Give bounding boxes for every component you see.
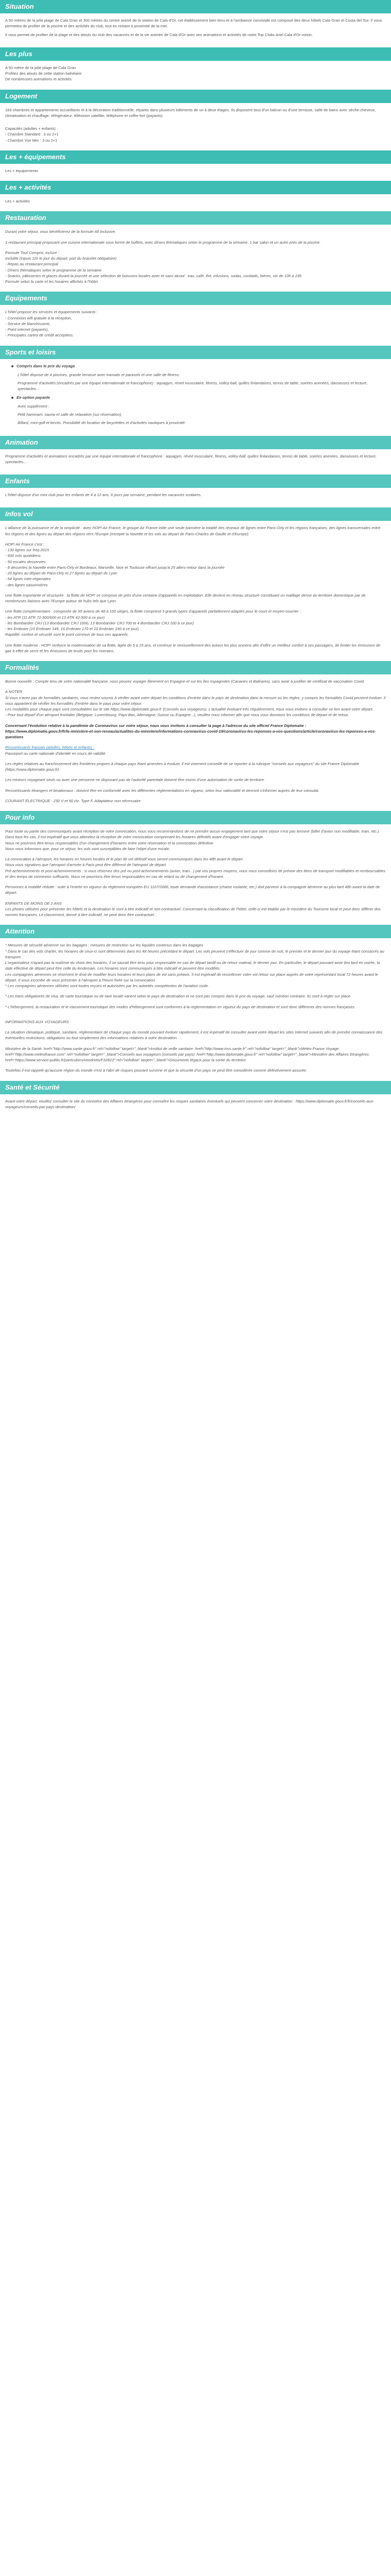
enfants-text: L'hôtel dispose d'un mini club pour les enfants de 4 à 12 ans, 6 jours par semaine, pendant les vacances scolaires. [5, 493, 202, 497]
infos-text: L'alliance de la puissance et de la simplicité : avec HOP! Air France, le groupe Air France initie une seule bannière la totalité des réseaux de lignes entre Paris-Orly et les régions françaises, des lignes transversales entre les régions et des lignes au départ des régions vers l'Europe (excepté la Navette et les vols au départ de Paris-Charles de Gaulle et d'Europe). [5, 526, 381, 536]
infos-text: - 50 escales desservies [5, 559, 46, 564]
pour-info-text: La convocation à l'aéroport, les horaires en heures locales et le plan de vol définitif vous seront communiqués dans les 48h avant le départ. [5, 857, 244, 861]
pour-info-text: ENFANTS DE MOINS DE 2 ANS [5, 901, 62, 906]
pour-info-text: Personnes à mobilité réduite : suite à l'entrée en vigueur du règlement européen EU 1107/2006, toute demande d'assistance (chaise roulante, etc.) doit parvenir à la compagnie aérienne au plus tard 48h avant la date de départ. [5, 885, 380, 895]
section-plus [0, 47, 391, 90]
section-restauration [0, 211, 391, 292]
section-sports [0, 346, 391, 436]
section-sante [0, 1081, 391, 1120]
section-title-infos-vol: Infos vol [0, 507, 391, 521]
equipements-item: - Principales cartes de crédit acceptées. [5, 333, 74, 338]
section-title-restauration: Restauration [0, 211, 391, 225]
infos-text: - 130 lignes sur fréq 2015 [5, 548, 50, 552]
plus-item: A 50 mètre de la jolie plage de Cala Gran [5, 65, 76, 70]
sante-text: Avant votre départ, veuillez consulter le site du ministère des Affaires étrangères pour connaître les risques sanitaires éventuels qui peuvent concerner votre destination : https://www.diplomatie.gouv.fr/fr/conseils-aux-voyageurs/conseils-par-pays-destination/ [5, 1098, 374, 1109]
section-equipements-plus [0, 150, 391, 181]
section-equipements [0, 292, 391, 345]
attention-text: * L'hébergement, la restauration et le classement touristique des modes d'hébergement sont conformes à la réglementation en vigueur du pays de destination et sont donc différents des normes françaises. [5, 1004, 356, 1009]
situation-text: A 50 mètres de la jolie plage de Cala Gran et 300 mètres du centre animé de la station de Cala d'Or, cet établissement bien tenu et à l'ambiance conviviale est composé des deux hôtels Cala Gran et Costa del Sur. Il vous permettra de profiter de la piscine et des activités du club, tout en restant à proximité de la mer. [5, 18, 382, 29]
infos-text: Une flotte complémentaire : composée de 95 avions de 48 à 100 sièges, la flotte comprend 3 grands types d'appareils parfaitement adaptés pour le court et moyen-courrier : [5, 609, 301, 614]
attention-text: L'organisateur n'ayant pas la maîtrise du choix des horaires, il se saurait être tenu pour responsable en cas de départ tardif ou de retour matinal, le dernier jour. En particulier, le départ pouvant avoir lieu tard en soirée, la date effective de départ peut être celle du lendemain. Les horaires sont communiqués à titre indicatif et peuvent être modifiés. [5, 960, 380, 971]
infos-text: - 20 lignes au départ de Paris-Orly et 27 lignes au départ de Lyon [5, 571, 118, 575]
restauration-text: Inclutité (inpuis 11h le jour du départ, port du bracelet obligatoire) [5, 256, 117, 261]
plus-item: Profitez des atouts de cette station balnéaire [5, 71, 82, 76]
restauration-text: 1 restaurant principal proposant une cuisine internationale sous forme de buffets, avec dîners thématiques selon le programme de la semaine. 1 bar salon et un autre près de la piscine. [5, 240, 321, 245]
sports-text: Billard, mini-golf et tennis. Possibilité de location de bicyclettes et d'activités nautiques à proximité. [18, 420, 186, 426]
formalites-link[interactable]: Ressortissants français (adultes, bébés et enfants) : [5, 745, 94, 750]
pour-info-text: Dans tous les cas, il est impératif que vous attendiez la réception de votre convocation comprenant les horaires définitifs avant d'engager votre voyage. [5, 835, 264, 840]
formalites-text: A NOTER [5, 689, 23, 694]
section-title-situation: Situation [0, 0, 391, 13]
restauration-text: Formule Tout Compris, inclure : [5, 250, 59, 255]
sports-text: L'hôtel dispose de 4 piscines, grande terrasse avec transats et parasols et une salle de fitness. [18, 372, 180, 377]
section-attention [0, 925, 391, 1080]
attention-text: Les compagnies aériennes se réservent le droit de modifier leurs horaires et leurs plans de vol sans préavis. Il est impératif de reconfirmer votre vol retour sur place auprès de votre représentant local 72 heures avant le départ. Il vous incombe de vous présenter à l'aéroport à l'heure fixée sur la convocation. [5, 972, 378, 982]
restauration-text: Durant votre séjour, vous bénéficierez de la formule All Inclusive. [5, 229, 116, 234]
equipements-item: - Point internet (payants), [5, 327, 49, 332]
pour-info-text: Nous vous informons que, pour ce séjour, les vols sont susceptibles de faire l'objet d'une escale. [5, 846, 170, 851]
equipements-text: L'hôtel propose les services et équipements suivants : [5, 310, 98, 315]
formalites-link[interactable]: https://www.diplomatie.gouv.fr/fr/le-ministere-et-son-reseau/actualites-du-ministere/informations-coronavirus-covid-19/coronavirus-les-reponses-a-vos-questions/article/coronavirus-les-reponses-a-vos-questions [5, 728, 376, 739]
infos-text: HOP! Air France c'est : [5, 541, 45, 547]
section-activites-plus [0, 181, 391, 211]
infos-text: - 54 lignes inter-régionales [5, 577, 51, 582]
sports-text: Petit hammam, sauna et salle de relaxation (sur réservation), [18, 412, 122, 417]
restauration-text: - Dîners thématiques selon le programme de la semaine [5, 267, 102, 273]
infos-text: - 8 dessertes la Navette entre Paris-Orly et Bordeaux, Marseille, Nice et Toulouse offrant jusqu'à 25 allers-retour dans la journée [5, 565, 225, 570]
formalites-text: Ressortissants étrangers et binationaux : doivent être en conformité avec les différentes réglementations en vigueur, selon leur nationalité et devront s'informer auprès de leur consulat. [5, 788, 319, 793]
section-title-logement: Logement [0, 90, 391, 103]
logement-capacity-item: - Chambre Standard : 3 ou 2+1 [5, 132, 59, 137]
voyageurs-links[interactable]: Ministère de la Santé: href="http://www.sante.gouv.fr" rel="nofollow" target="_blank">Institut de veille sanitaire: href="http://www.invs.sante.fr" rel="nofollow" target="_blank">Météo France Voyage: href="http://www.meteofrance.com" rel="nofollow" target="_blank">Conseils aux voyageurs (conseils par pays): href="http://www.diplomatie.gouv.fr" rel="nofollow" target="_blank">Ministère des Affaires Etrangères: href="https://www.service-public.fr/particuliers/vosdroits/F32822" rel="nofollow" target="_blank">Documents légaux pour la sortie du territoire. [5, 1046, 370, 1062]
infos-text: - les ATR (11 ATR 72-500/600 et 13 ATR 42-500 à ce jour) [5, 615, 105, 620]
activites-plus-text: Les + activités [5, 199, 30, 204]
restauration-text: - Repas au restaurant principal [5, 262, 58, 267]
pour-info-text: Pré-acheminements et post-acheminements : si vous réservez des pré ou post-acheminements (avion, train...) par vos propres moyens, nous vous conseillons de prévoir des titres de transport modifiables et remboursables et des temps de connexion suffisants. Nous ne pourrions être tenus responsables en cas de retard ou de changement d'horaire. [5, 868, 386, 879]
section-situation [0, 0, 391, 47]
pour-info-text: Les photos utilisées pour présenter les hôtels et la destination le sont à titre indicatif et non-contractuel. Concernant la classification de l'hôtel, celle-ci est établie par le ministère du Tourisme local et peut donc différer des normes françaises. Le classement, donné à titre indicatif, ne peut donc être contractuel. [5, 906, 381, 917]
logement-capacity-title: Capacités (adultes + enfants) : [5, 126, 58, 131]
equipements-item: - Connexion wifi gratuite à la réception, [5, 315, 72, 320]
animation-text: Programme d'activités et animations encadrés par une équipe internationale et francophone : aquagym, réveil musculaire, fitness, volley-ball, quilles finlandaises, tennis de table, soirées animées, danseuses et lecture, spectacles... [5, 453, 377, 464]
restauration-text: Formule selon la carte et les horaires affichés à l'hôtel. [5, 279, 99, 284]
section-title-pour-info: Pour info [0, 811, 391, 824]
section-formalites [0, 661, 391, 811]
infos-text: - 600 vols quotidiens [5, 553, 41, 558]
section-title-formalites: Formalités [0, 661, 391, 674]
section-enfants [0, 474, 391, 507]
pour-info-text: Nous vous signalons que l'aéroport d'arrivée à Paris peut être différent de l'aéroport de départ. [5, 862, 167, 868]
infos-text: Rapidité, confort et sécurité sont le point commun de tous ces appareils. [5, 632, 129, 637]
sports-text: Avec supplément : [18, 403, 50, 409]
attention-text: * Les trans obligatoires de visa, de carte touristique ou de taxe locale varient selon le pays de destination et ne sont pas compris dans le prix du voyage, sauf mention contraire. Ils sont à régler sur place. [5, 994, 352, 999]
voyageurs-text: La situation climatique, politique, sanitaire, réglementaire de chaque pays du monde pouvant évoluer rapidement, il est impératif de consulter avant votre départ les sites Internet suivants afin de prendre connaissance des éventuelles restrictions, obligations ou tout simplement des informations relatives à votre destination. [5, 1030, 383, 1041]
sports-subheading [11, 363, 386, 369]
formalites-text: Les modalités pour chaque pays sont consultables sur le site https://www.diplomatie.gouv.fr (Conseils aux voyageurs). L'actualité évoluant très régulièrement, nous vous invitons à consulter ce lien avant votre départ. [5, 707, 373, 711]
formalites-text: - Pour tout départ d'un aéroport frontalier (Belgique, Luxembourg, Pays-Bas, Allemagne, Suisse ou Espagne...), veuillez nous informer afin que nous vous donnions les conditions de départ et de retour. [5, 713, 349, 718]
pour-info-text: Nous ne pourrons être tenus responsables d'un changement d'horaires entre votre réservation et la convocation définitive. [5, 840, 215, 845]
bullet-icon [11, 365, 13, 367]
section-animation [0, 436, 391, 475]
page [0, 0, 391, 1120]
situation-text: Il vous permet de profiter de la plage et des atouts du club des vacances et de la vie animée de Cala d'Or avec ses animations et activités de notre Top Clubs Ariel Cala d'Or-voisin. [5, 32, 313, 37]
infos-text: - les Embraer (15 Embraer 145, 16 Embraer 170 et 10 Embraer 190 à ce jour) [5, 626, 139, 631]
formalites-text: Concernant l'évolution relative à la pandémie de Coronavirus sur votre séjour, nous vous invitons à consulter la page à l'adresse du site officiel France Diplomatie : [5, 723, 306, 728]
sports-sub1-label: Compris dans le prix du voyage [17, 363, 75, 368]
restauration-text: - Snacks, pâtisseries et glaces durant la journée et une sélection de boissons locales avec et sans alcool : eau, café, thé, infusions, sodas, cocktails, bières, vin de 10h à 23h [5, 273, 302, 278]
sports-text: Programme d'activités (encadrés par une équipe internationale et francophone) : aquagym, réveil musculaire, fitness, volley-ball, quilles finlandaises, tennis de table, soirées animées, danseuses et lecture, spectacles... [18, 381, 368, 392]
sports-subheading [11, 395, 386, 400]
infos-text: Une flotte moderne : HOP! renforce la modernisation de sa flotte, âgée de 5 à 15 ans, et continue le renouvellement des avions les plus anciens afin d'offrir un meilleur confort à ses passagers, de limiter les émissions de gaz à effet de serre et les émissions de bruits pour les riverains. [5, 642, 381, 653]
equipements-item: - Service de blanchisserie, [5, 321, 51, 326]
infos-text: Une flotte importante et structurée : la flotte de HOP! se compose de près d'une centaine d'appareils en exploitation. Elle devient en réseau structuré constituant un maillage dense du territoire domestique par de nombreuses liaisons avec l'Europe autour de hubs tels que Lyon. [5, 592, 366, 603]
sports-sub2-label: En option payante [17, 395, 51, 400]
section-infos-vol [0, 507, 391, 661]
section-title-animation: Animation [0, 436, 391, 449]
infos-text: - des lignes saisonnières [5, 582, 48, 587]
formalites-text: Les mineurs voyageant seuls ou avec une personne ne disposant pas de l'autorité parentale doivent être munis d'une autorisation de sortie de territoire. [5, 777, 265, 783]
attention-text: * Mesures de sécurité aérienne sur les bagages : mesures de restriction sur les liquides contenus dans les bagages [5, 943, 203, 948]
attention-text: * Dans le cas des vols charter, les horaires de ceux-ci sont déterminés dans les 48 heures précédant le départ. Les vols peuvent s'effectuer de jour comme de nuit, le premier et le dernier jour du voyage étant consacrés au transport. [5, 948, 384, 959]
pour-info-text: Pour toute ou partie des communiqués avant réception de votre convocation, nous vous recommandons de ne prendre aucun engagement tant que votre séjour n'est pas terminé (billet d'avion non modifiable, train, etc.). [5, 829, 380, 834]
section-pour-info [0, 811, 391, 925]
section-title-equipements-plus: Les + équipements [0, 150, 391, 164]
voyageurs-text: Toutefois il est rappelé qu'aucune région du monde n'est à l'abri de risques pouvant survenir et que la sécurité d'un pays ne peut être considérée comme définitivement assurée. [5, 1068, 307, 1073]
formalites-text: Passeport ou carte nationale d'identité en cours de validité. [5, 751, 107, 756]
section-title-activites-plus: Les + activités [0, 181, 391, 194]
infos-text: - les Bombardier CRJ (13 Bombardier CRJ 1000, 13 Bombardier CRJ 700 et 4 Bombardier CRJ 100 à ce jour) [5, 620, 194, 625]
section-title-attention: Attention [0, 925, 391, 938]
section-title-plus: Les plus [0, 47, 391, 61]
section-title-sante: Santé et Sécurité [0, 1081, 391, 1094]
section-title-sports: Sports et loisirs [0, 346, 391, 359]
bullet-icon [11, 397, 13, 399]
logement-text: 183 chambres et appartements accueillants et à la décoration traditionnelle, répartis dans plusieurs bâtiments de un à deux étages. Ils disposent tous d'un balcon ou d'une terrasse, salle de bains avec sèche-cheveux, climatisation et chauffage, réfrigérateur, télévision satellite, téléphone et coffre-fort (payants). [5, 107, 376, 118]
formalites-text: Si vous n'avez pas de formalités sanitaires, vous restez soumis à vérifier avant votre départ les conditions d'entrée dans le pays de destination dans la mesure où les règles, y compris les formalités Covid peuvent évoluer. Il vous appartient de vérifier les formalités d'entrée dans le pays pour votre séjour. [5, 695, 386, 706]
voyageurs-heading: INFORMATIONS AUX VOYAGEURS : [5, 1019, 71, 1024]
formalites-text: Les règles relatives au franchissement des frontières propres à chaque pays étant amenées à évoluer, il est vivement conseillé de se reporter à la rubrique "conseils aux voyageurs" du site France Diplomatie (https://www.diplomatie.gouv.fr). [5, 761, 360, 772]
section-title-enfants: Enfants [0, 474, 391, 488]
formalites-text: Bonne nouvelle : Compte tenu de votre nationalité française, vous pouvez voyager librement en Espagne et sur les îles espagnoles (Canaries et Baléares), sans avoir à justifier de certificat de vaccination Covid. [5, 679, 365, 684]
section-logement [0, 90, 391, 150]
formalites-text: COURANT ÉLECTRIQUE : 230 V et 50 Hz. Type F. Adaptateur non nécessaire. [5, 798, 142, 803]
section-title-equipements: Equipements [0, 292, 391, 305]
equipements-plus-text: Les + équipements [5, 168, 38, 173]
attention-text: * Les compagnies aériennes utilisées sont toutes reçues et autorisées par les autorités compétentes de l'aviation civile. [5, 984, 209, 988]
logement-capacity-item: - Chambre Vue Mer : 3 ou 2+1 [5, 138, 58, 143]
plus-item: De nombreuses animations et activités [5, 77, 72, 82]
